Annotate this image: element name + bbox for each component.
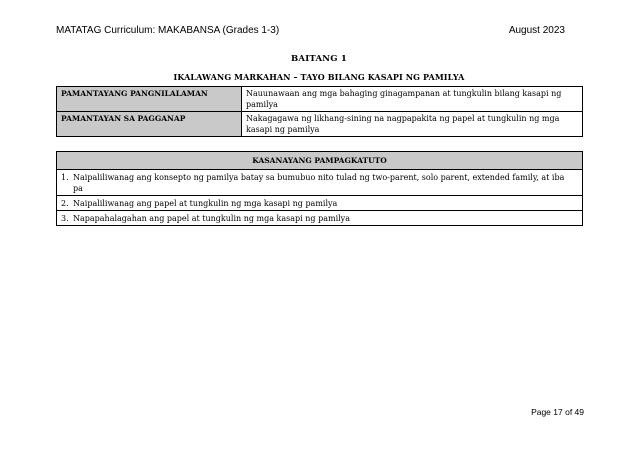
table-row	[57, 170, 583, 196]
table-row	[57, 112, 583, 137]
competency-number: 3.	[61, 214, 69, 223]
performance-standard-label: PAMANTAYAN SA PAGGANAP	[57, 112, 242, 137]
date-header: August 2023	[508, 25, 565, 36]
competency-number: 1.	[61, 173, 69, 182]
grade-title: BAITANG 1	[291, 54, 347, 64]
content-standard-label: PAMANTAYANG PANGNILALAMAN	[57, 87, 242, 112]
competency-text: Napapahalagahan ang papel at tungkulin ng mga kasapi ng pamilya	[73, 214, 350, 223]
table-row	[57, 196, 583, 211]
table-header-row	[57, 152, 583, 170]
performance-standard-value: Nakagagawa ng likhang-sining na nagpapakita ng papel at tungkulin ng mga kasapi ng pamilya	[242, 112, 583, 137]
competency-item	[57, 211, 583, 226]
competencies-heading: KASANAYANG PAMPAGKATUTO	[57, 152, 583, 170]
competency-text: Naipaliliwanag ang konsepto ng pamilya batay sa bumubuo nito tulad ng two-parent, solo parent, extended family, at iba pa	[73, 173, 565, 193]
content-standard-value: Nauunawaan ang mga bahaging ginagampanan at tungkulin bilang kasapi ng pamilya	[242, 87, 583, 112]
competency-item	[57, 170, 583, 196]
table-row	[57, 211, 583, 226]
quarter-title: IKALAWANG MARKAHAN – TAYO BILANG KASAPI NG PAMILYA	[173, 72, 465, 82]
standards-table	[56, 86, 583, 137]
competency-item	[57, 196, 583, 211]
curriculum-header: MATATAG Curriculum: MAKABANSA (Grades 1-3)	[56, 25, 280, 36]
competency-text: Naipaliliwanag ang papel at tungkulin ng mga kasapi ng pamilya	[73, 199, 338, 208]
competency-number: 2.	[61, 199, 69, 208]
page-number: Page 17 of 49	[531, 407, 584, 417]
table-row	[57, 87, 583, 112]
competencies-table	[56, 151, 583, 226]
